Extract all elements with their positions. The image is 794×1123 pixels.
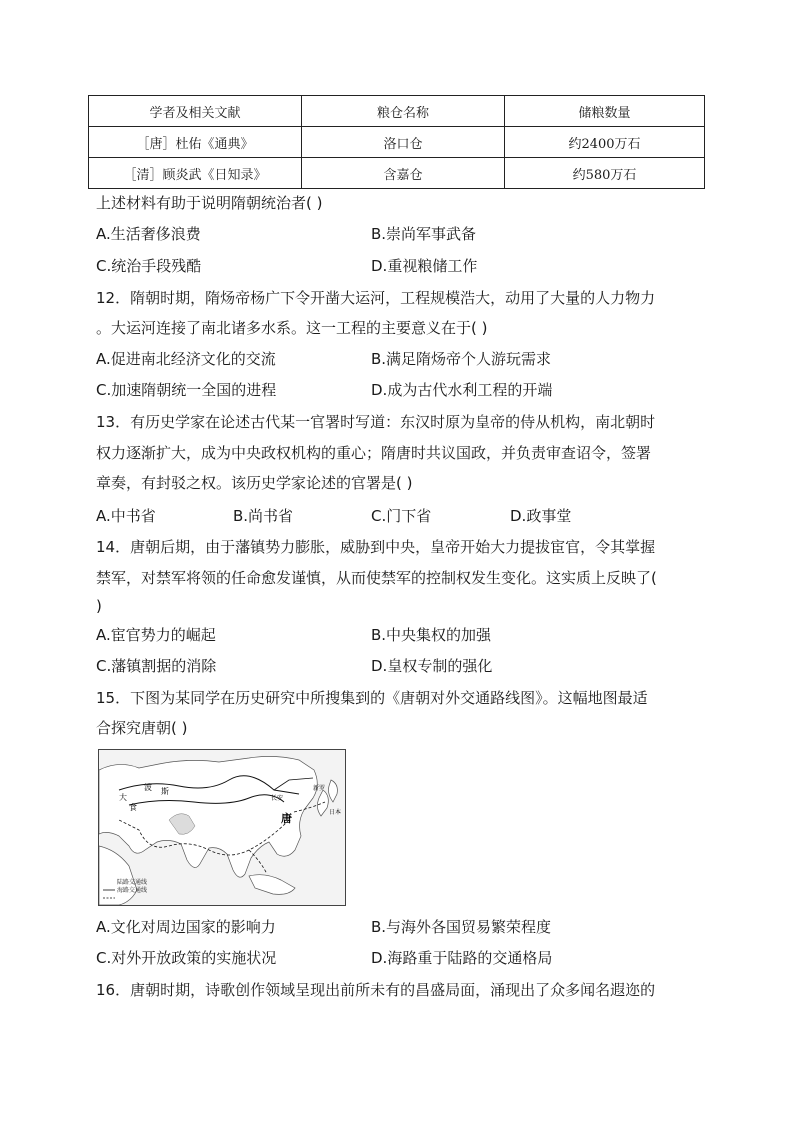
q12-option-a: A.促进南北经济文化的交流 [96, 350, 276, 368]
q15-option-b: B.与海外各国贸易繁荣程度 [371, 918, 552, 936]
q15-line-2: 合探究唐朝( ) [96, 719, 188, 737]
map-label: 食 [129, 803, 137, 812]
map-label: 长安 [271, 795, 284, 802]
map-label: 唐 [281, 812, 292, 825]
q15-line-1: 15．下图为某同学在历史研究中所搜集到的《唐朝对外交通路线图》。这幅地图最适 [96, 689, 648, 707]
q11-stem: 上述材料有助于说明隋朝统治者( ) [96, 194, 323, 212]
table-cell: ［唐］杜佑《通典》 [89, 127, 302, 158]
table-cell: 含嘉仓 [302, 158, 505, 189]
q13-line-3: 章奏，有封驳之权。该历史学家论述的官署是( ) [96, 474, 413, 492]
q16-line-1: 16．唐朝时期，诗歌创作领域呈现出前所未有的昌盛局面，涌现出了众多闻名遐迩的 [96, 981, 656, 999]
q13-line-1: 13．有历史学家在论述古代某一官署时写道：东汉时原为皇帝的侍从机构，南北朝时 [96, 413, 656, 431]
q13-option-b: B.尚书省 [233, 507, 294, 525]
table-header: 储粮数量 [505, 96, 705, 127]
q12-option-b: B.满足隋炀帝个人游玩需求 [371, 350, 552, 368]
q14-option-a: A.宦官势力的崛起 [96, 626, 216, 644]
q14-option-b: B.中央集权的加强 [371, 626, 492, 644]
q14-option-d: D.皇权专制的强化 [371, 657, 493, 675]
granary-table [88, 95, 705, 189]
table-header: 学者及相关文献 [89, 96, 302, 127]
q15-option-d: D.海路重于陆路的交通格局 [371, 949, 553, 967]
map-label: 斯 [161, 787, 169, 796]
map-label: 大 [119, 793, 127, 802]
table-row [89, 127, 705, 158]
legend-land-route: 陆路交通线 [117, 879, 148, 886]
q12-line-1: 12．隋朝时期，隋炀帝杨广下令开凿大运河，工程规模浩大，动用了大量的人力物力 [96, 289, 656, 307]
table-row [89, 158, 705, 189]
table-cell: 约2400万石 [505, 127, 705, 158]
table-cell: 洛口仓 [302, 127, 505, 158]
map-label: 新罗 [313, 785, 326, 792]
map-label: 日本 [329, 809, 342, 816]
q13-option-c: C.门下省 [371, 507, 432, 525]
q12-line-2: 。大运河连接了南北诸多水系。这一工程的主要意义在于( ) [96, 319, 488, 337]
table-header: 粮仓名称 [302, 96, 505, 127]
map-legend [117, 879, 147, 895]
table-header-row [89, 96, 705, 127]
q15-option-c: C.对外开放政策的实施状况 [96, 949, 277, 967]
q13-line-2: 权力逐渐扩大，成为中央政权机构的重心；隋唐时共议国政，并负责审查诏令，签署 [96, 444, 652, 462]
q14-line-3: ) [96, 597, 102, 615]
table-cell: 约580万石 [505, 158, 705, 189]
q11-option-a: A.生活奢侈浪费 [96, 225, 201, 243]
tang-trade-route-map [98, 749, 346, 906]
q13-option-d: D.政事堂 [510, 507, 572, 525]
q11-option-d: D.重视粮储工作 [371, 257, 478, 275]
q14-option-c: C.藩镇割据的消除 [96, 657, 217, 675]
q15-option-a: A.文化对周边国家的影响力 [96, 918, 276, 936]
q12-option-d: D.成为古代水利工程的开端 [371, 381, 553, 399]
legend-sea-route: 海路交通线 [117, 887, 148, 894]
q14-line-2: 禁军，对禁军将领的任命愈发谨慎，从而使禁军的控制权发生变化。这实质上反映了( [96, 569, 657, 587]
q12-option-c: C.加速隋朝统一全国的进程 [96, 381, 277, 399]
q11-option-c: C.统治手段残酷 [96, 257, 202, 275]
q13-option-a: A.中书省 [96, 507, 156, 525]
table-cell: ［清］顾炎武《日知录》 [89, 158, 302, 189]
q11-option-b: B.崇尚军事武备 [371, 225, 477, 243]
q14-line-1: 14．唐朝后期，由于藩镇势力膨胀，威胁到中央，皇帝开始大力提拔宦官，令其掌握 [96, 538, 656, 556]
map-label: 波 [144, 783, 152, 792]
